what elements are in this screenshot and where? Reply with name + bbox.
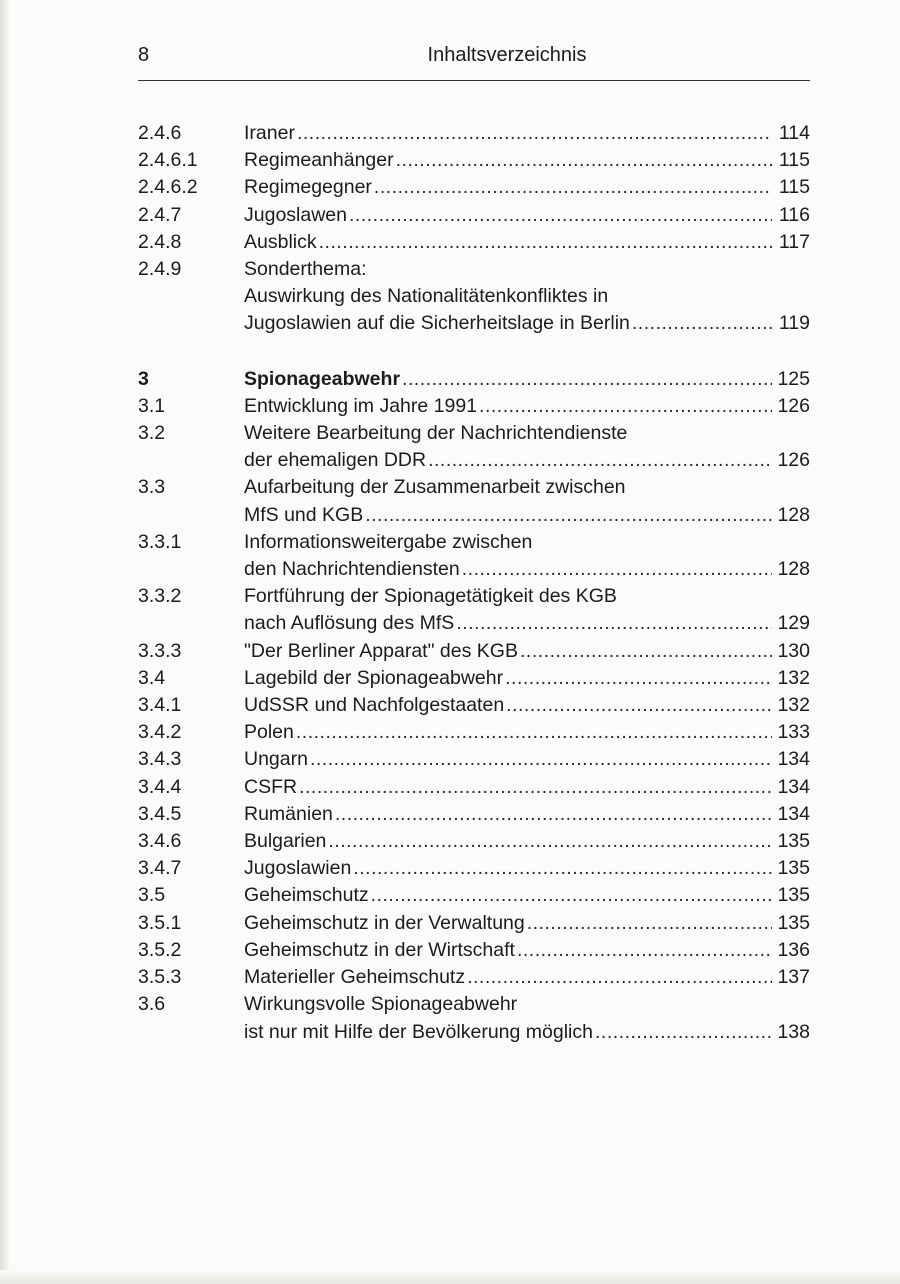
- toc-entry[interactable]: [138, 665, 810, 692]
- toc-entry-text: Regimeanhänger: [244, 149, 394, 172]
- toc-entry-line: [244, 910, 810, 937]
- toc-entry-title: [244, 801, 810, 828]
- toc-entry-number: 2.4.7: [138, 203, 182, 226]
- leader-dots: [371, 882, 772, 909]
- toc-entry[interactable]: [138, 638, 810, 665]
- leader-dots: [595, 1019, 772, 1046]
- toc-entry-line: [244, 393, 810, 420]
- toc-entry-text: Wirkungsvolle Spionageabwehr: [244, 993, 518, 1016]
- toc-entry-number: 2.4.6: [138, 122, 182, 144]
- toc-entry-line: [244, 882, 810, 909]
- toc-entry-text: nach Auflösung des MfS: [244, 612, 455, 635]
- leader-dots: [374, 174, 772, 201]
- toc-entry-text: Jugoslawien: [244, 857, 352, 880]
- toc-entry-page: 137: [777, 966, 810, 989]
- leader-dots: [467, 964, 772, 991]
- toc-entry[interactable]: [138, 420, 810, 474]
- toc-entry[interactable]: [138, 910, 810, 937]
- toc-entry-title: [244, 665, 810, 692]
- toc-entry-page: 119: [778, 312, 810, 335]
- toc-entry-line: [244, 774, 810, 801]
- scan-edge-bottom: [0, 1270, 900, 1284]
- scan-edge: [0, 0, 10, 1284]
- toc-entry-page: 129: [777, 612, 810, 635]
- toc-entry-line: [244, 447, 810, 474]
- leader-dots: [396, 147, 772, 174]
- toc-entry-line: [244, 964, 810, 991]
- leader-dots: [296, 719, 772, 746]
- toc-entry-text: Iraner: [244, 122, 295, 144]
- toc-entry-line: [244, 937, 810, 964]
- toc-entry-text: Regimegegner: [244, 176, 372, 199]
- leader-dots: [506, 692, 772, 719]
- toc-entry-text: Jugoslawien auf die Sicherheitslage in Berlin: [244, 312, 630, 335]
- toc-entry-title: [244, 964, 810, 991]
- toc-entry[interactable]: [138, 774, 810, 801]
- leader-dots: [632, 310, 772, 337]
- toc-entry-text: UdSSR und Nachfolgestaaten: [244, 694, 505, 717]
- toc-entry-line: [244, 665, 810, 692]
- toc-entry-number: 3.4.4: [138, 775, 182, 798]
- toc-entry-title: [244, 828, 810, 855]
- toc-entry-page: 116: [778, 203, 810, 226]
- toc-entry-page: 126: [777, 449, 810, 472]
- toc-entry-number: 2.4.6.1: [138, 149, 198, 172]
- toc-entry-line: [244, 256, 810, 283]
- toc-entry-title: [244, 583, 810, 637]
- leader-dots: [402, 366, 772, 393]
- leader-dots: [353, 855, 772, 882]
- toc-entry-line: [244, 147, 810, 174]
- toc-entry-text: Fortführung der Spionagetätigkeit des KGB: [244, 585, 617, 608]
- toc-entry[interactable]: [138, 801, 810, 828]
- leader-dots: [517, 937, 772, 964]
- toc-entry-number: 3.1: [138, 394, 166, 417]
- toc-entry-page: 132: [777, 694, 810, 717]
- toc-entry[interactable]: [138, 474, 810, 528]
- header-rule: [138, 80, 810, 81]
- toc-entry[interactable]: [138, 937, 810, 964]
- toc-entry-page: 128: [777, 503, 810, 526]
- leader-dots: [520, 638, 772, 665]
- toc-entry-page: 125: [777, 367, 810, 390]
- toc-entry-title: [244, 147, 810, 174]
- toc-entry[interactable]: [138, 529, 810, 583]
- leader-dots: [505, 665, 772, 692]
- toc-entry[interactable]: [138, 393, 810, 420]
- toc-entry-title: [244, 746, 810, 773]
- toc-entry-page: 134: [777, 802, 810, 825]
- toc-entry-text: den Nachrichtendiensten: [244, 558, 460, 581]
- toc-entry-title: [244, 882, 810, 909]
- toc-entry[interactable]: [138, 583, 810, 637]
- toc-entry-number: 2.4.8: [138, 230, 182, 253]
- toc-entry-line: [244, 746, 810, 773]
- leader-dots: [310, 746, 772, 773]
- toc-entry-text: Rumänien: [244, 802, 333, 825]
- leader-dots: [462, 556, 772, 583]
- toc-entry[interactable]: [138, 174, 810, 201]
- toc-entry-line: [244, 638, 810, 665]
- toc-entry-text: Jugoslawen: [244, 203, 347, 226]
- toc-entry-number: 3.5.2: [138, 938, 182, 961]
- leader-dots: [479, 393, 772, 420]
- toc-entry-number: 3.5.3: [138, 966, 182, 989]
- toc-entry-line: [244, 120, 810, 147]
- toc-entry-line: [244, 610, 810, 637]
- toc-entry-page: 135: [777, 911, 810, 934]
- toc-entry-page: 136: [777, 938, 810, 961]
- toc-entry-text: MfS und KGB: [244, 503, 364, 526]
- toc-entry-title: [244, 529, 810, 583]
- toc-entry-text: "Der Berliner Apparat" des KGB: [244, 639, 518, 662]
- toc-entry-line: [244, 283, 810, 310]
- toc-entry-number: 3.4.7: [138, 857, 182, 880]
- leader-dots: [527, 910, 772, 937]
- toc-entry-line: [244, 420, 810, 447]
- toc-entry-text: Spionageabwehr: [244, 367, 401, 390]
- running-head: Inhaltsverzeichnis: [427, 44, 587, 66]
- leader-dots: [428, 447, 772, 474]
- toc-entry-text: ist nur mit Hilfe der Bevölkerung möglich: [244, 1020, 593, 1043]
- toc-entry-line: [244, 828, 810, 855]
- toc-entry-number: 3.3.3: [138, 639, 182, 662]
- toc-entry-text: Weitere Bearbeitung der Nachrichtendienste: [244, 422, 628, 445]
- leader-dots: [365, 502, 772, 529]
- toc-entry-number: 3: [138, 367, 149, 390]
- toc-entry-line: [244, 229, 810, 256]
- toc-entry[interactable]: [138, 882, 810, 909]
- toc-entry-number: 3.3.2: [138, 585, 182, 608]
- toc-entry-page: 135: [777, 830, 810, 853]
- toc-entry-text: Polen: [244, 721, 294, 744]
- toc-entry[interactable]: [138, 991, 810, 1045]
- toc-entry-page: 115: [778, 149, 810, 172]
- toc-entry-line: [244, 529, 810, 556]
- toc-entry[interactable]: [138, 366, 810, 393]
- toc-entry-page: 126: [777, 394, 810, 417]
- table-of-contents: [138, 120, 810, 1046]
- toc-entry[interactable]: [138, 855, 810, 882]
- toc-entry-title: [244, 692, 810, 719]
- toc-entry[interactable]: [138, 256, 810, 338]
- toc-entry-page: 133: [777, 721, 810, 744]
- leader-dots: [328, 828, 772, 855]
- toc-entry-text: Geheimschutz in der Wirtschaft: [244, 938, 515, 961]
- toc-entry-title: [244, 393, 810, 420]
- toc-entry[interactable]: [138, 719, 810, 746]
- toc-entry-number: 3.4: [138, 666, 166, 689]
- toc-entry-title: [244, 774, 810, 801]
- leader-dots: [349, 202, 772, 229]
- toc-entry-page: 134: [777, 775, 810, 798]
- toc-entry-number: 3.4.1: [138, 694, 182, 717]
- toc-entry-page: 138: [777, 1020, 810, 1043]
- toc-entry-text: Lagebild der Spionageabwehr: [244, 666, 504, 689]
- toc-entry-line: [244, 719, 810, 746]
- leader-dots: [319, 229, 772, 256]
- toc-entry-number: 3.5: [138, 884, 166, 907]
- toc-entry-number: 3.6: [138, 993, 166, 1016]
- toc-entry[interactable]: [138, 120, 810, 147]
- toc-entry-page: 135: [777, 857, 810, 880]
- toc-entry-title: [244, 420, 810, 474]
- toc-entry-title: [244, 174, 810, 201]
- toc-entry-line: [244, 801, 810, 828]
- toc-entry-number: 3.4.2: [138, 721, 182, 744]
- toc-entry-text: Auswirkung des Nationalitätenkonfliktes in: [244, 285, 609, 308]
- leader-dots: [335, 801, 772, 828]
- toc-entry-number: 3.4.6: [138, 830, 182, 853]
- toc-entry-number: 3.3.1: [138, 530, 182, 553]
- toc-entry-text: Entwicklung im Jahre 1991: [244, 394, 478, 417]
- toc-entry-page: 117: [778, 230, 810, 253]
- toc-entry-title: [244, 366, 810, 393]
- toc-entry-page: 115: [778, 176, 810, 199]
- toc-entry-line: [244, 502, 810, 529]
- toc-entry-line: [244, 366, 810, 393]
- toc-entry-line: [244, 692, 810, 719]
- toc-entry-line: [244, 556, 810, 583]
- toc-entry-number: 3.4.3: [138, 748, 182, 771]
- toc-entry[interactable]: [138, 202, 810, 229]
- toc-entry-page: 132: [777, 666, 810, 689]
- toc-entry-line: [244, 1019, 810, 1046]
- leader-dots: [456, 610, 772, 637]
- leader-dots: [299, 774, 772, 801]
- toc-entry-text: der ehemaligen DDR: [244, 449, 427, 472]
- toc-entry-text: Materieller Geheimschutz: [244, 966, 466, 989]
- leader-dots: [297, 120, 772, 147]
- toc-entry-text: Aufarbeitung der Zusammenarbeit zwischen: [244, 476, 626, 499]
- toc-entry-number: 2.4.9: [138, 258, 182, 281]
- page-number: 8: [138, 44, 150, 66]
- toc-entry-line: [244, 855, 810, 882]
- toc-entry-page: 128: [777, 558, 810, 581]
- toc-entry-line: [244, 310, 810, 337]
- page-header: [138, 38, 810, 78]
- toc-entry-number: 3.2: [138, 422, 166, 445]
- toc-entry-title: [244, 120, 810, 147]
- toc-entry-line: [244, 174, 810, 201]
- toc-entry-title: [244, 202, 810, 229]
- toc-entry-number: 3.3: [138, 476, 166, 499]
- toc-entry-line: [244, 202, 810, 229]
- toc-entry-number: 2.4.6.2: [138, 176, 198, 199]
- toc-entry-title: [244, 719, 810, 746]
- toc-entry-text: Ausblick: [244, 230, 317, 253]
- toc-entry-page: 134: [777, 748, 810, 771]
- toc-entry[interactable]: [138, 746, 810, 773]
- toc-entry[interactable]: [138, 229, 810, 256]
- toc-entry-text: Sonderthema:: [244, 258, 367, 281]
- toc-entry-number: 3.5.1: [138, 911, 182, 934]
- toc-entry[interactable]: [138, 964, 810, 991]
- toc-entry-title: [244, 991, 810, 1045]
- toc-entry-page: 114: [778, 122, 810, 144]
- toc-entry-title: [244, 937, 810, 964]
- toc-entry-title: [244, 855, 810, 882]
- toc-entry-text: Geheimschutz in der Verwaltung: [244, 911, 525, 934]
- toc-entry-text: Bulgarien: [244, 830, 327, 853]
- toc-entry-line: [244, 474, 810, 501]
- toc-entry-line: [244, 991, 810, 1018]
- toc-entry-title: [244, 474, 810, 528]
- toc-entry-title: [244, 256, 810, 338]
- toc-entry-title: [244, 229, 810, 256]
- toc-entry-text: CSFR: [244, 775, 298, 798]
- toc-entry-title: [244, 638, 810, 665]
- toc-entry-text: Geheimschutz: [244, 884, 369, 907]
- toc-entry-number: 3.4.5: [138, 802, 182, 825]
- toc-entry-page: 135: [777, 884, 810, 907]
- toc-entry-title: [244, 910, 810, 937]
- toc-entry-text: Informationsweitergabe zwischen: [244, 530, 533, 553]
- toc-entry[interactable]: [138, 828, 810, 855]
- toc-entry-text: Ungarn: [244, 748, 308, 771]
- toc-entry[interactable]: [138, 147, 810, 174]
- toc-entry-line: [244, 583, 810, 610]
- toc-entry[interactable]: [138, 692, 810, 719]
- toc-entry-page: 130: [777, 639, 810, 662]
